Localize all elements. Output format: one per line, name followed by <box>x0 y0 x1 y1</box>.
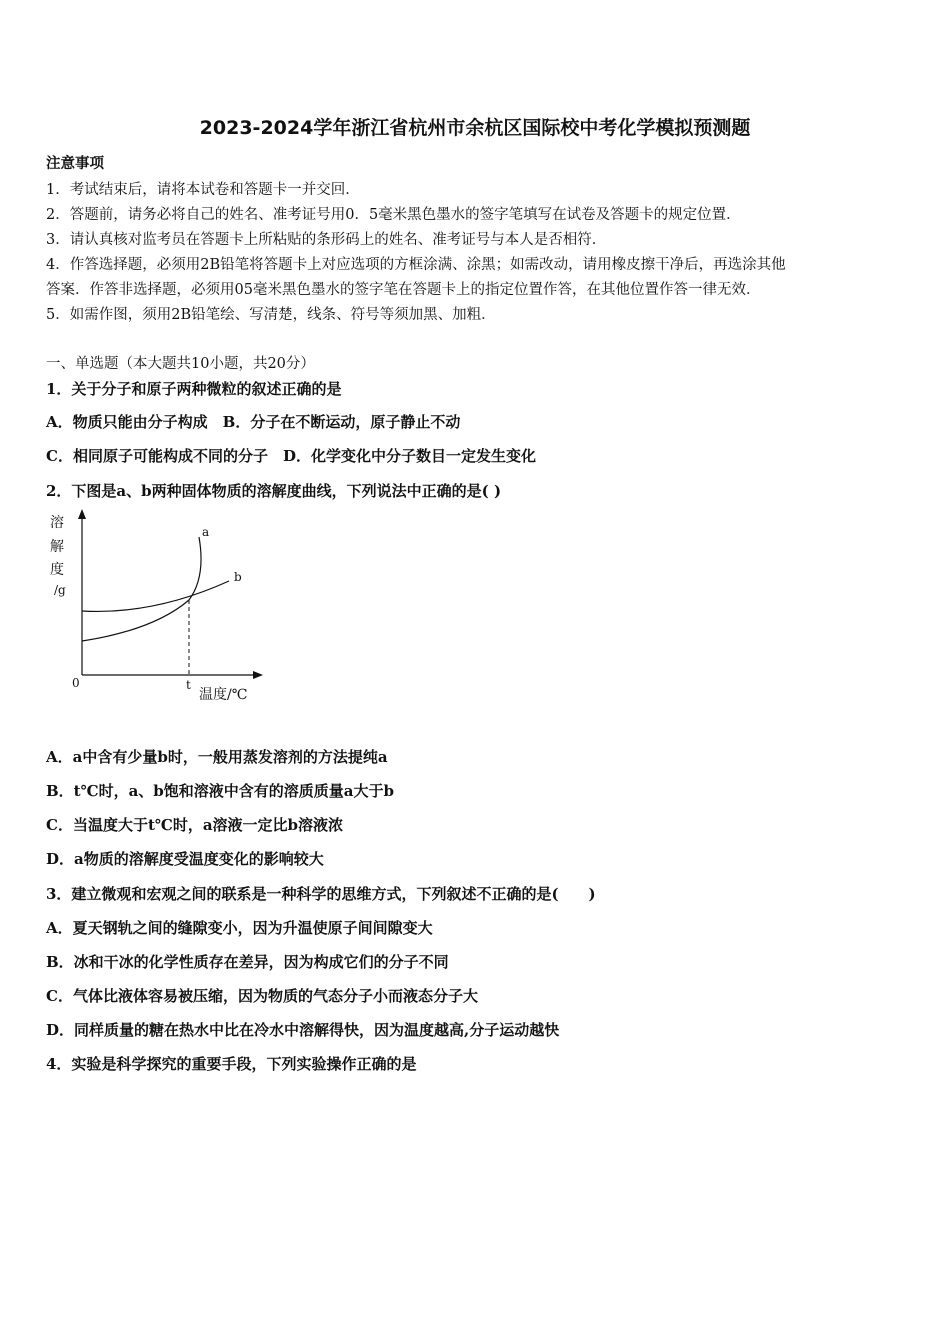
q3-option-a: A．夏天钢轨之间的缝隙变小，因为升温使原子间间隙变大 <box>46 919 433 937</box>
y-label-3: 度 <box>50 562 64 578</box>
q3-option-c: C．气体比液体容易被压缩，因为物质的气态分子小而液态分子大 <box>46 987 478 1005</box>
q2-option-c: C．当温度大于t℃时，a溶液一定比b溶液浓 <box>46 816 344 834</box>
notice-item-3: 3．请认真核对监考员在答题卡上所粘贴的条形码上的姓名、准考证号与本人是否相符． <box>46 232 607 248</box>
notice-heading: 注意事项 <box>46 155 104 172</box>
y-label-1: 溶 <box>50 515 64 531</box>
y-axis-arrow <box>78 509 86 519</box>
curve-a-label: a <box>202 525 210 539</box>
q2-option-b: B．t℃时，a、b饱和溶液中含有的溶质质量a大于b <box>46 782 394 800</box>
page-title: 2023-2024学年浙江省杭州市余杭区国际校中考化学模拟预测题 <box>199 117 751 139</box>
curve-b <box>82 581 229 611</box>
origin-label: 0 <box>72 676 80 690</box>
notice-item-5: 5．如需作图，须用2B铅笔绘、写清楚，线条、符号等须加黑、加粗． <box>46 307 496 323</box>
y-label-2: 解 <box>50 539 64 555</box>
q2-stem: 2．下图是a、b两种固体物质的溶解度曲线，下列说法中正确的是( ) <box>46 482 502 500</box>
x-axis-label: 温度/℃ <box>199 687 248 703</box>
x-axis-arrow <box>253 671 263 679</box>
solubility-graph <box>44 505 274 710</box>
notice-item-2: 2．答题前，请务必将自己的姓名、准考证号用0．5毫米黑色墨水的签字笔填写在试卷及答题卡的规定位置． <box>46 207 741 223</box>
notice-item-4: 4．作答选择题，必须用2B铅笔将答题卡上对应选项的方框涂满、涂黑；如需改动，请用橡皮擦干净后，再选涂其他 <box>46 257 786 273</box>
q2-option-a: A．a中含有少量b时，一般用蒸发溶剂的方法提纯a <box>46 748 388 766</box>
t-label: t <box>186 678 191 692</box>
curve-b-label: b <box>234 570 242 584</box>
curve-a <box>82 537 201 641</box>
q1-stem: 1．关于分子和原子两种微粒的叙述正确的是 <box>46 380 342 398</box>
q3-option-b: B．冰和干冰的化学性质存在差异，因为构成它们的分子不同 <box>46 953 449 971</box>
q4-stem: 4．实验是科学探究的重要手段，下列实验操作正确的是 <box>46 1055 417 1073</box>
q3-stem: 3．建立微观和宏观之间的联系是一种科学的思维方式，下列叙述不正确的是( ) <box>46 885 596 903</box>
y-label-unit: /g <box>54 583 66 597</box>
notice-item-1: 1．考试结束后，请将本试卷和答题卡一并交回． <box>46 182 360 198</box>
q2-option-d: D．a物质的溶解度受温度变化的影响较大 <box>46 850 324 868</box>
q1-options-ab: A．物质只能由分子构成 B．分子在不断运动，原子静止不动 <box>46 413 461 431</box>
section-heading: 一、单选题（本大题共10小题，共20分） <box>46 356 315 372</box>
notice-item-4-cont: 答案．作答非选择题，必须用05毫米黑色墨水的签字笔在答题卡上的指定位置作答，在其他位置作答一律无效． <box>46 282 761 298</box>
q1-options-cd: C．相同原子可能构成不同的分子 D．化学变化中分子数目一定发生变化 <box>46 447 536 465</box>
q3-option-d: D．同样质量的糖在热水中比在冷水中溶解得快，因为温度越高,分子运动越快 <box>46 1021 560 1039</box>
